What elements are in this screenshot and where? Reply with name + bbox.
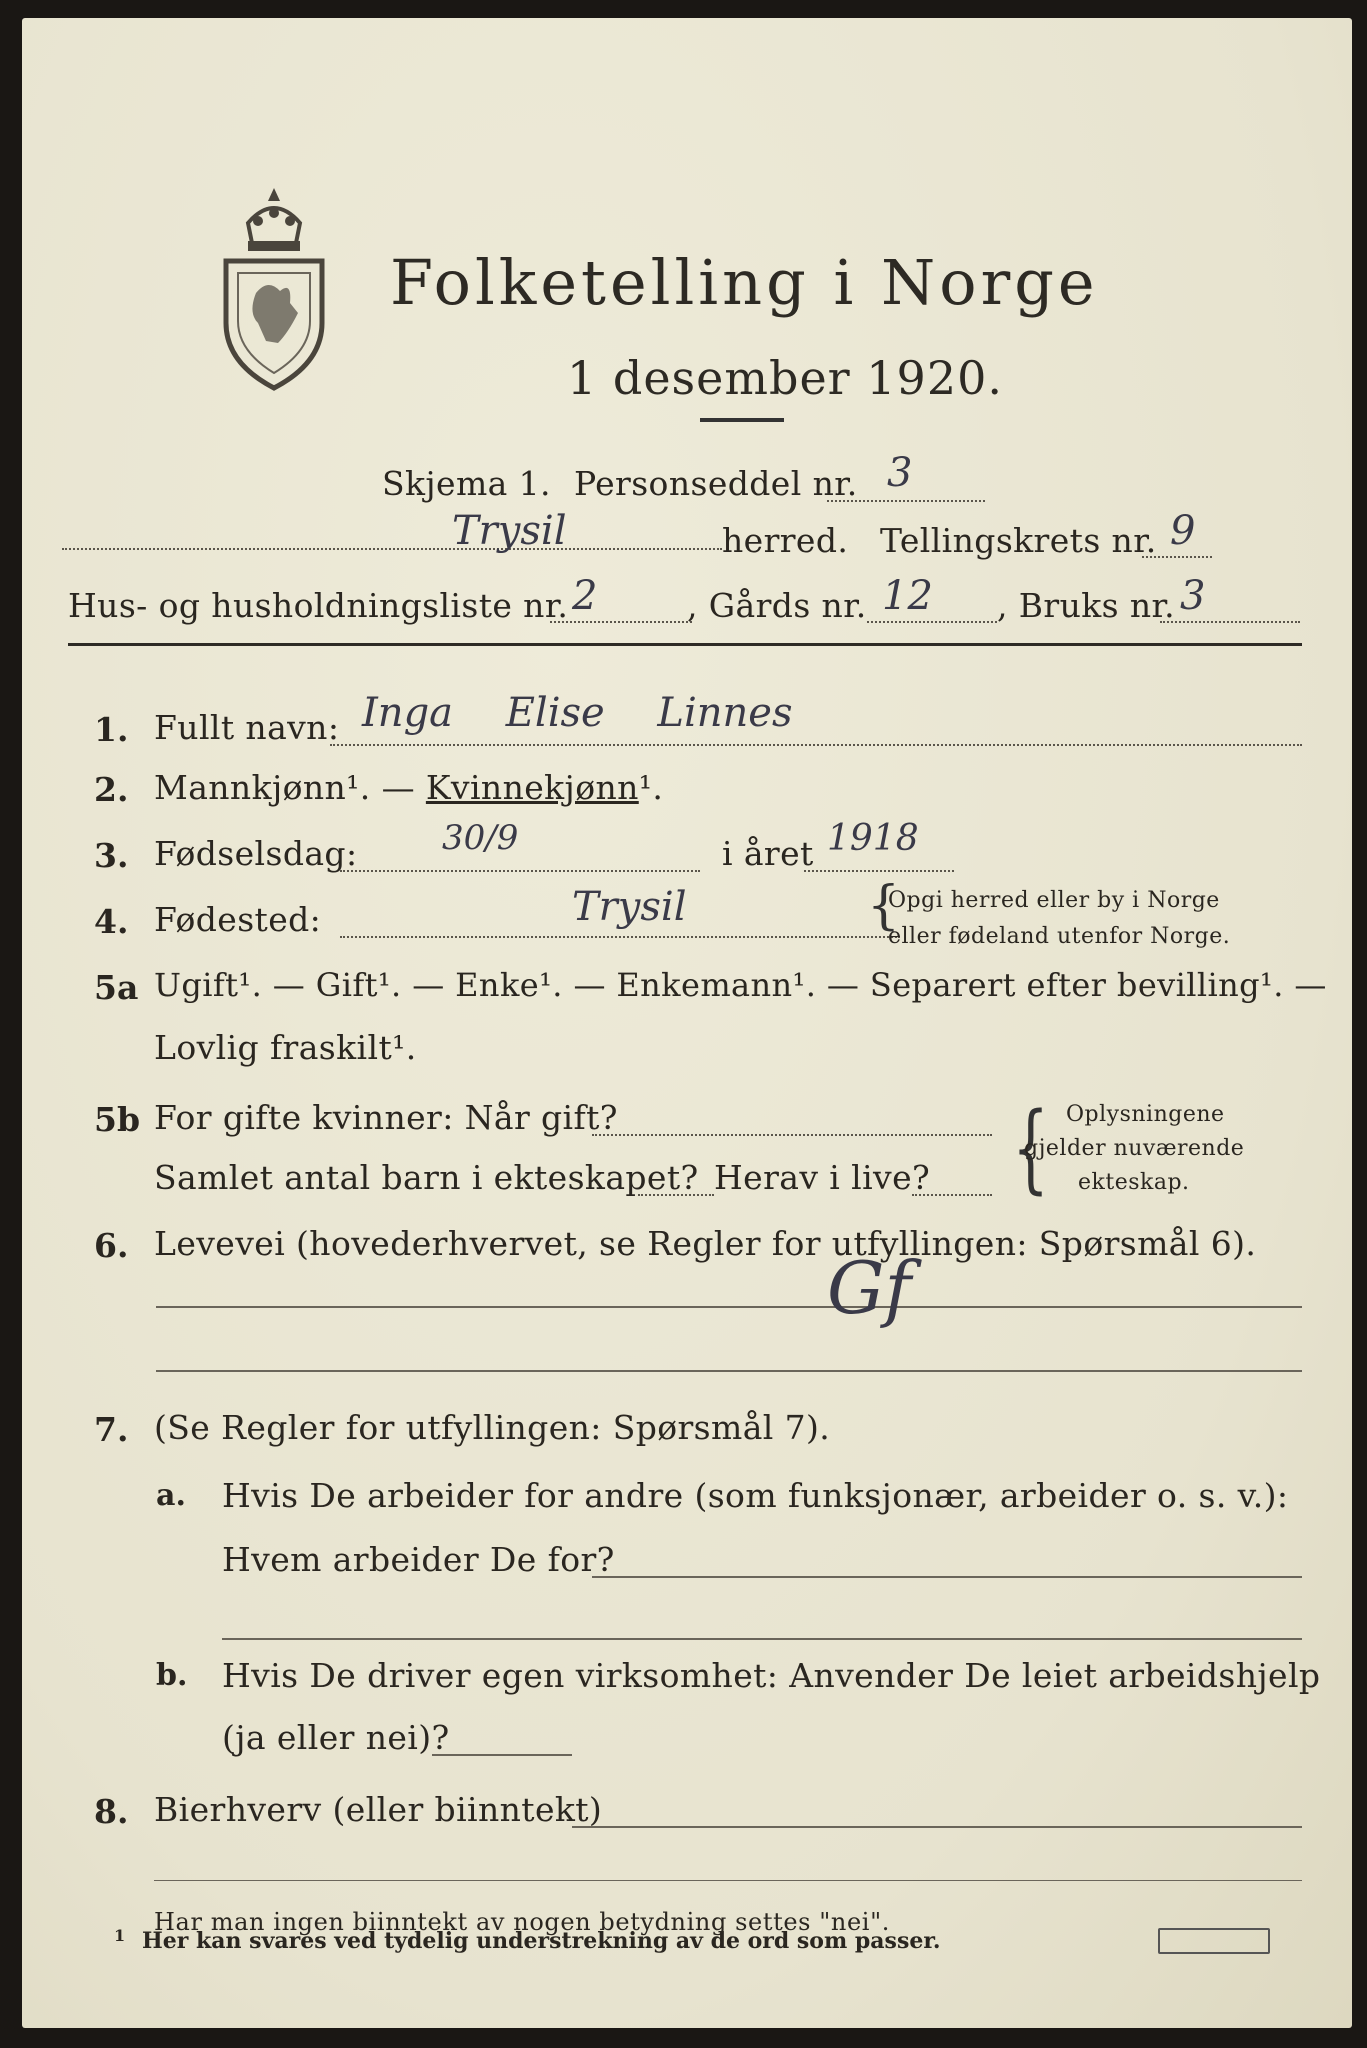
q7a-employer-field[interactable] <box>592 1576 1302 1578</box>
q3-birthdate-field[interactable] <box>340 870 700 872</box>
q8-number: 8. <box>94 1792 129 1831</box>
q6-answer-line1[interactable] <box>156 1306 1302 1308</box>
title-divider <box>700 418 784 422</box>
header-divider <box>68 643 1302 646</box>
hus-label: Hus- og husholdningsliste nr. <box>68 586 569 625</box>
q2-footnote-mark: ¹. <box>638 768 664 807</box>
footer-note: Har man ingen biinntekt av nogen betydning settes "nei". <box>154 1908 890 1936</box>
q4-note-line1: Opgi herred eller by i Norge <box>888 888 1220 913</box>
q5b-note-line1: Oplysningene <box>1066 1102 1225 1127</box>
q1-name-value: Inga Elise Linnes <box>362 690 793 736</box>
q4-note-line2: eller fødeland utenfor Norge. <box>888 924 1231 949</box>
q5b-alive-label: Herav i live? <box>714 1158 931 1197</box>
skjema-label: Skjema 1. <box>382 464 551 503</box>
q3-label: Fødselsdag: <box>154 834 358 873</box>
q5b-married-when-label: For gifte kvinner: Når gift? <box>154 1098 618 1137</box>
q1-label: Fullt navn: <box>154 708 340 747</box>
q6-answer-line2[interactable] <box>156 1370 1302 1372</box>
printer-stamp-icon <box>1158 1928 1270 1954</box>
q7a-number: a. <box>156 1478 186 1513</box>
q5b-number: 5b <box>94 1100 141 1139</box>
q3-number: 3. <box>94 836 129 875</box>
q2-options <box>154 768 663 807</box>
q7b-question: Hvis De driver egen virksomhet: Anvender De leiet arbeidshjelp <box>222 1656 1321 1695</box>
herred-field[interactable] <box>62 548 722 550</box>
tellingskrets-label: Tellingskrets nr. <box>880 521 1157 560</box>
coat-of-arms-icon <box>218 183 330 393</box>
gards-value: 12 <box>882 573 933 619</box>
q4-birthplace-value: Trysil <box>572 884 687 930</box>
footnote-text: Her kan svares ved tydelig understrekning av de ord som passer. <box>142 1928 941 1954</box>
q5b-alive-field[interactable] <box>912 1194 992 1196</box>
gards-label: , Gårds nr. <box>687 586 867 625</box>
q7a-employer-label: Hvem arbeider De for? <box>222 1540 615 1579</box>
q5a-options[interactable]: Ugift¹. — Gift¹. — Enke¹. — Enkemann¹. — Separert efter bevilling¹. — <box>154 966 1327 1004</box>
bruks-field[interactable] <box>1160 621 1300 623</box>
tellingskrets-field[interactable] <box>1142 556 1212 558</box>
q4-number: 4. <box>94 902 129 941</box>
q6-number: 6. <box>94 1226 129 1265</box>
q5b-children-field[interactable] <box>638 1194 714 1196</box>
q7a-employer-field-line2[interactable] <box>222 1638 1302 1640</box>
footnote-mark: 1 <box>114 1926 126 1945</box>
q6-label: Levevei (hovederhvervet, se Regler for utfyllingen: Spørsmål 6). <box>154 1224 1257 1263</box>
personseddel-label: Personseddel nr. <box>574 464 858 503</box>
q4-label: Fødested: <box>154 900 322 939</box>
q1-name-field[interactable] <box>330 744 1302 746</box>
personseddel-value: 3 <box>887 450 913 496</box>
q5b-children-label: Samlet antal barn i ekteskapet? <box>154 1158 699 1197</box>
q5a-number: 5a <box>94 968 139 1007</box>
q8-label: Bierhverv (eller biinntekt) <box>154 1790 603 1829</box>
tellingskrets-value: 9 <box>1170 508 1196 554</box>
q5b-married-when-field[interactable] <box>592 1134 992 1136</box>
q7-label: (Se Regler for utfyllingen: Spørsmål 7). <box>154 1408 831 1447</box>
herred-value: Trysil <box>452 508 567 554</box>
bruks-value: 3 <box>1180 573 1206 619</box>
q2-female-option[interactable]: Kvinnekjønn <box>425 768 639 807</box>
q5b-note-line3: ekteskap. <box>1078 1170 1190 1195</box>
q6-value: Gf <box>827 1246 912 1330</box>
q2-male-option[interactable]: Mannkjønn¹. — <box>154 768 426 807</box>
q4-brace: { <box>867 876 901 936</box>
q7-number: 7. <box>94 1410 129 1449</box>
q7a-question: Hvis De arbeider for andre (som funksjonær, arbeider o. s. v.): <box>222 1476 1289 1515</box>
q3-year-label: i året <box>722 834 814 873</box>
q7b-number: b. <box>156 1658 188 1693</box>
hus-field[interactable] <box>550 621 692 623</box>
form-title: Folketelling i Norge <box>390 246 1099 319</box>
q1-number: 1. <box>94 710 129 749</box>
q3-birthdate-value: 30/9 <box>442 818 519 858</box>
q5b-note-line2: gjelder nuværende <box>1024 1136 1245 1161</box>
q3-year-field[interactable] <box>804 870 954 872</box>
q8-answer-field-line2[interactable] <box>154 1880 1302 1881</box>
personseddel-field[interactable] <box>827 500 985 502</box>
q7b-answer-label: (ja eller nei)? <box>222 1718 450 1757</box>
q5b-brace: { <box>1012 1092 1049 1204</box>
q3-year-value: 1918 <box>827 818 919 859</box>
q7b-answer-field[interactable] <box>432 1754 572 1756</box>
herred-label: herred. <box>722 521 849 560</box>
hus-value: 2 <box>572 573 598 619</box>
bruks-label: , Bruks nr. <box>997 586 1175 625</box>
q5a-options-line2[interactable]: Lovlig fraskilt¹. <box>154 1028 417 1067</box>
q8-answer-field[interactable] <box>572 1826 1302 1828</box>
form-date: 1 desember 1920. <box>567 351 1003 405</box>
q2-number: 2. <box>94 770 129 809</box>
q4-birthplace-field[interactable] <box>340 936 900 938</box>
census-form-page <box>22 18 1352 2028</box>
gards-field[interactable] <box>867 621 997 623</box>
